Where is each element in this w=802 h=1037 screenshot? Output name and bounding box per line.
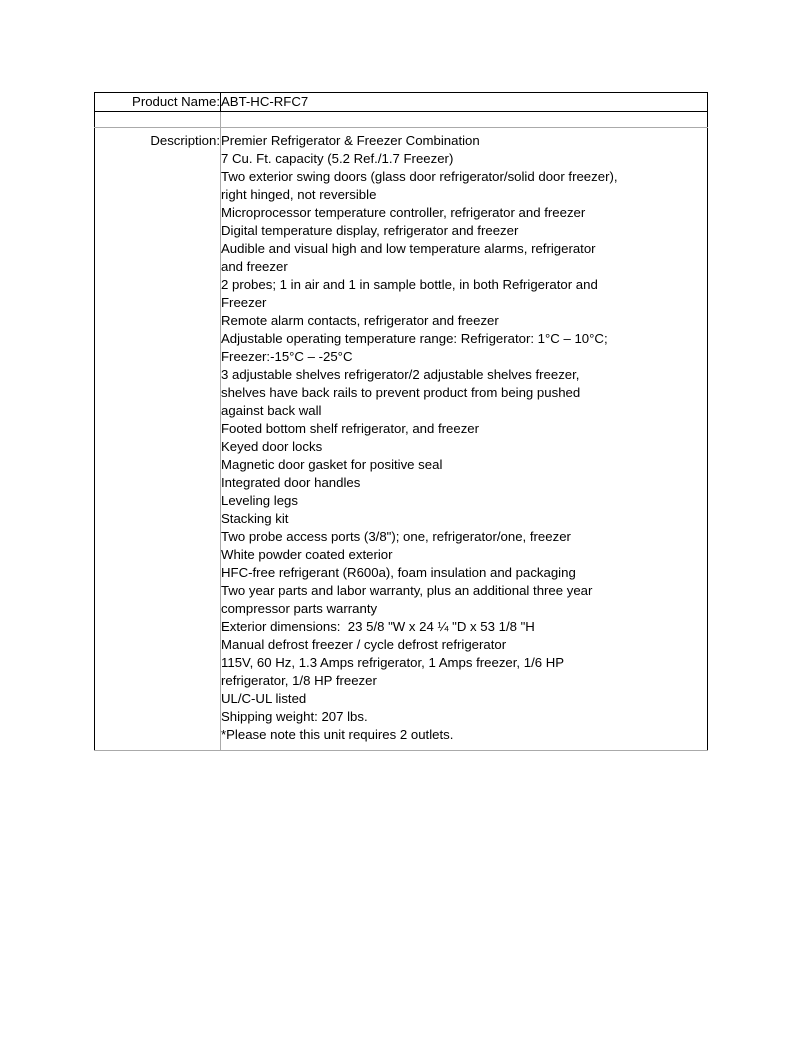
description-line: right hinged, not reversible [221, 187, 377, 202]
description-line: Magnetic door gasket for positive seal [221, 457, 443, 472]
table-row-product-name [95, 93, 708, 112]
description-line: UL/C-UL listed [221, 691, 307, 706]
product-name-label: Product Name: [95, 93, 221, 112]
description-line: Two probe access ports (3/8"); one, refrigerator/one, freezer [221, 529, 571, 544]
description-line-list [221, 132, 707, 744]
table-row-spacer [95, 112, 708, 128]
description-value [221, 128, 708, 751]
description-line: shelves have back rails to prevent product from being pushed [221, 385, 581, 400]
description-line: Keyed door locks [221, 439, 323, 454]
description-line: *Please note this unit requires 2 outlets. [221, 727, 454, 742]
description-line: Adjustable operating temperature range: Refrigerator: 1°C – 10°C; [221, 331, 608, 346]
description-line: Freezer:-15°C – -25°C [221, 349, 353, 364]
description-line: Stacking kit [221, 511, 289, 526]
description-line: Exterior dimensions: 23 5/8 "W x 24 ¼ "D x 53 1/8 "H [221, 619, 535, 634]
description-line: Freezer [221, 295, 267, 310]
description-line: refrigerator, 1/8 HP freezer [221, 673, 377, 688]
description-line: Footed bottom shelf refrigerator, and freezer [221, 421, 480, 436]
description-line: Leveling legs [221, 493, 298, 508]
description-line: 2 probes; 1 in air and 1 in sample bottle, in both Refrigerator and [221, 277, 598, 292]
description-label: Description: [95, 128, 221, 751]
description-line: Premier Refrigerator & Freezer Combination [221, 133, 480, 148]
table-row-description [95, 128, 708, 751]
spacer-label-cell [95, 112, 221, 128]
description-line: against back wall [221, 403, 322, 418]
spacer-value-cell [221, 112, 708, 128]
description-line: compressor parts warranty [221, 601, 378, 616]
description-line: 7 Cu. Ft. capacity (5.2 Ref./1.7 Freezer) [221, 151, 454, 166]
description-line: Shipping weight: 207 lbs. [221, 709, 368, 724]
product-specification-table [94, 92, 708, 751]
description-line: 115V, 60 Hz, 1.3 Amps refrigerator, 1 Amps freezer, 1/6 HP [221, 655, 565, 670]
description-line: Manual defrost freezer / cycle defrost refrigerator [221, 637, 507, 652]
description-line: Integrated door handles [221, 475, 361, 490]
description-line: and freezer [221, 259, 288, 274]
description-line: Two year parts and labor warranty, plus an additional three year [221, 583, 593, 598]
description-line: Audible and visual high and low temperature alarms, refrigerator [221, 241, 596, 256]
description-line: 3 adjustable shelves refrigerator/2 adjustable shelves freezer, [221, 367, 580, 382]
description-line: Digital temperature display, refrigerator and freezer [221, 223, 519, 238]
description-line: Remote alarm contacts, refrigerator and freezer [221, 313, 499, 328]
description-line: White powder coated exterior [221, 547, 393, 562]
product-name-value: ABT-HC-RFC7 [221, 93, 708, 112]
description-line: Two exterior swing doors (glass door refrigerator/solid door freezer), [221, 169, 618, 184]
description-line: Microprocessor temperature controller, refrigerator and freezer [221, 205, 586, 220]
description-line: HFC-free refrigerant (R600a), foam insulation and packaging [221, 565, 576, 580]
